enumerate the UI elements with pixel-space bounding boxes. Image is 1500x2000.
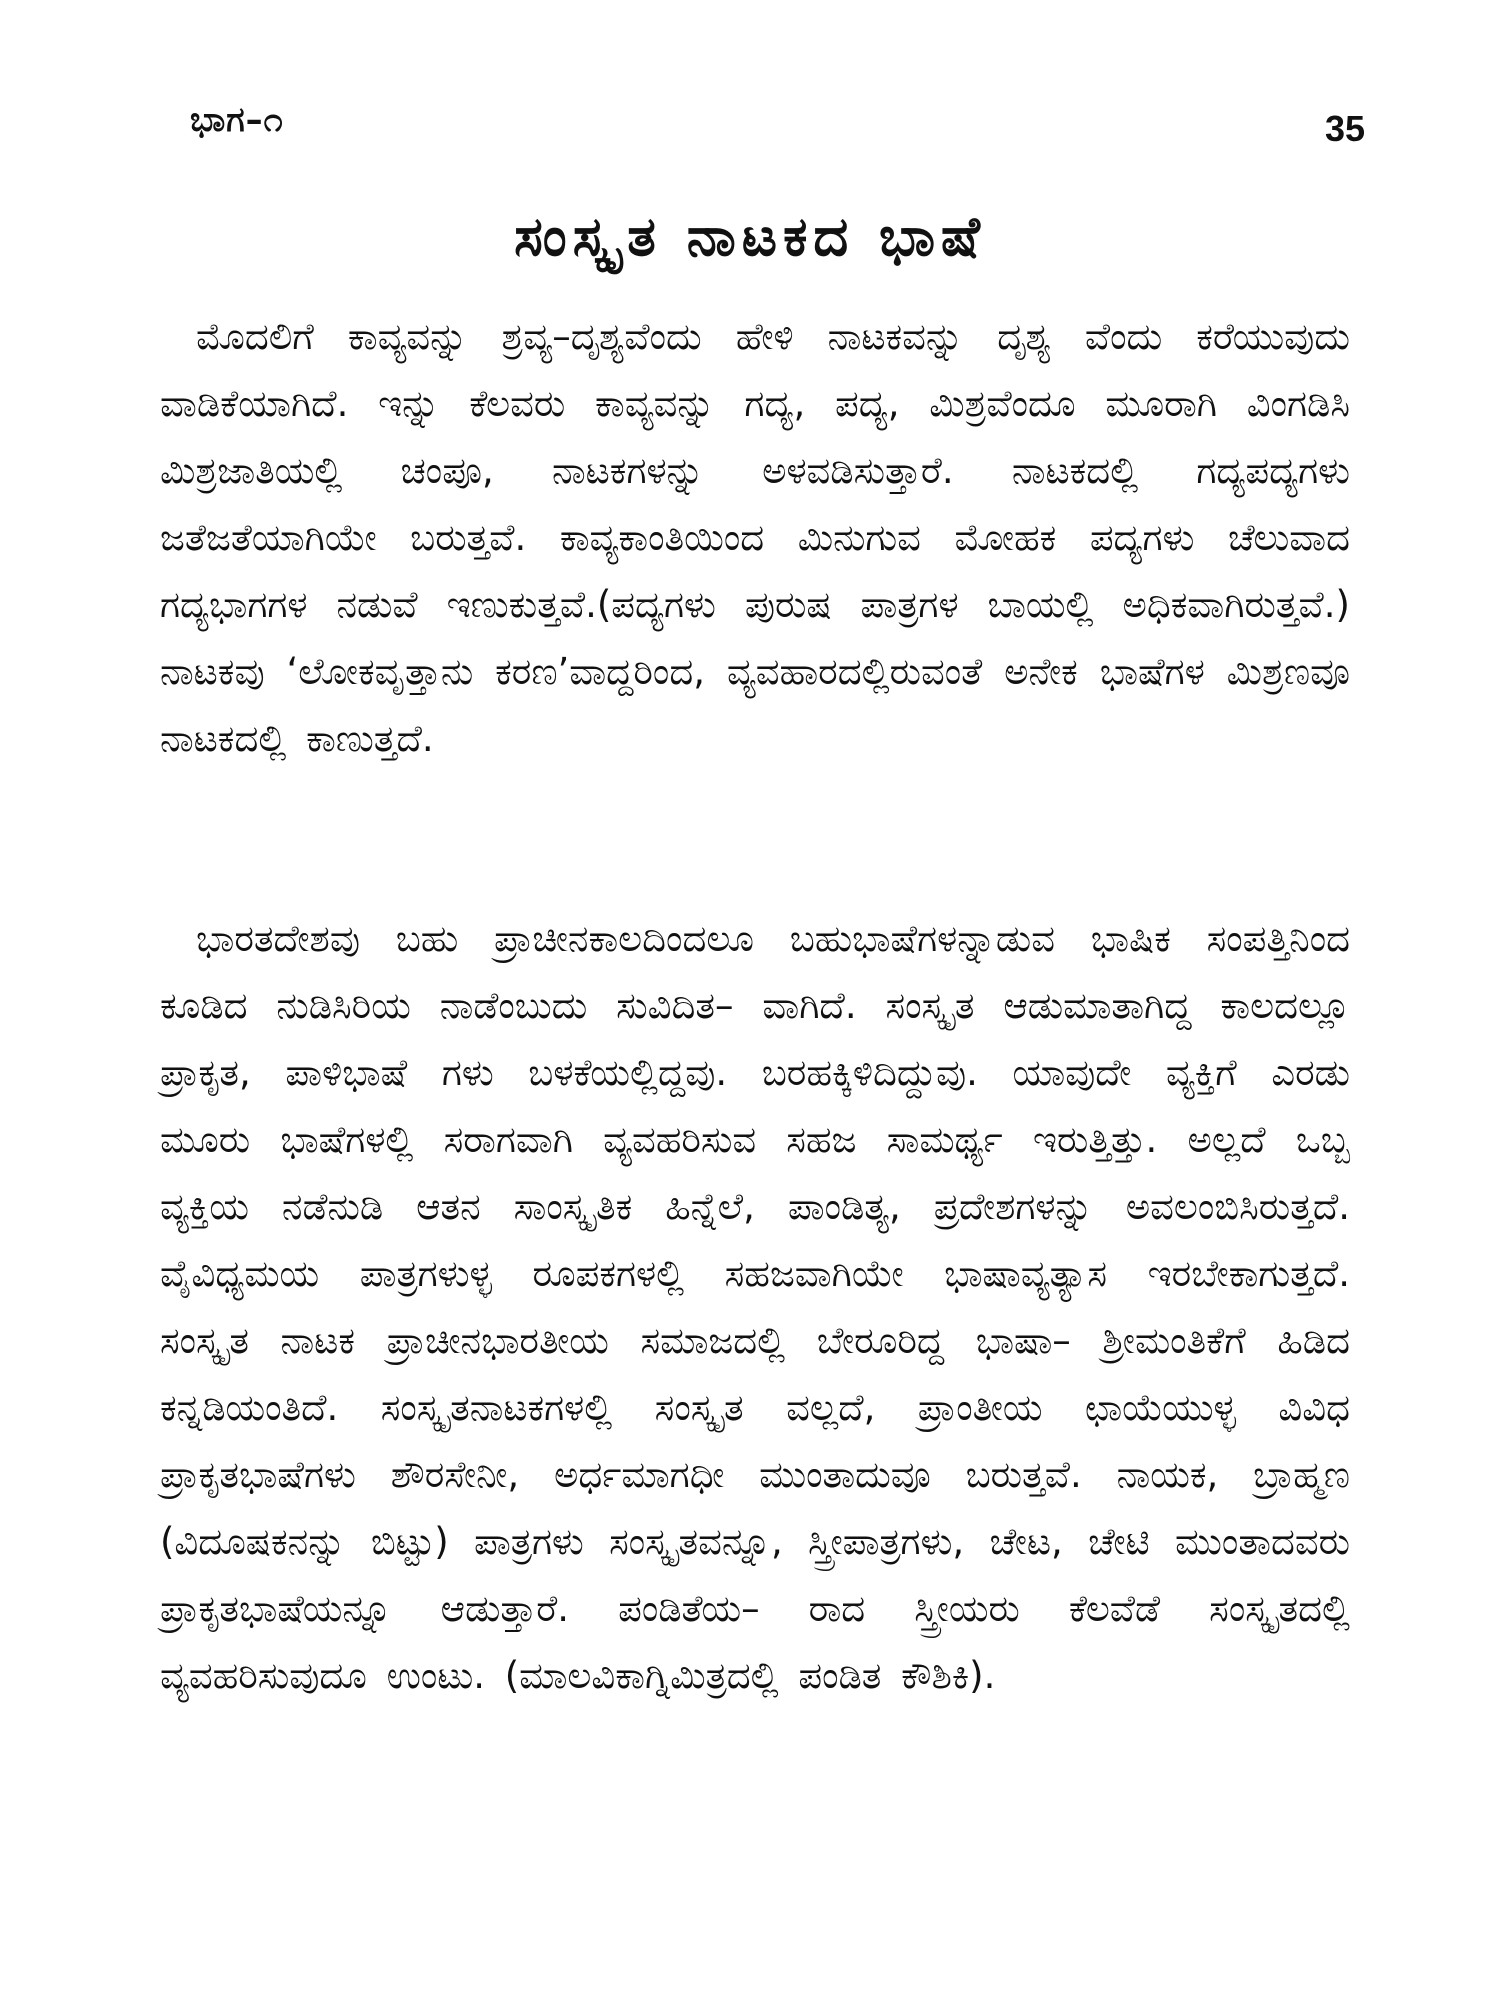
paragraph-2-text: ಭಾರತದೇಶವು ಬಹು ಪ್ರಾಚೀನಕಾಲದಿಂದಲೂ ಬಹುಭಾಷೆಗಳನ್ನಾಡುವ ಭಾಷಿಕ ಸಂಪತ್ತಿನಿಂದ ಕೂಡಿದ ನುಡಿಸಿರಿಯ ನಾಡೆಂಬುದು ಸುವಿದಿತ– ವಾಗಿದೆ. ಸಂಸ್ಕೃತ ಆಡುಮಾತಾಗಿದ್ದ ಕಾಲದಲ್ಲೂ ಪ್ರಾಕೃತ, ಪಾಳಿಭಾಷೆ ಗಳು ಬಳಕೆಯಲ್ಲಿದ್ದವು. ಬರಹಕ್ಕಿಳಿದಿದ್ದುವು. ಯಾವುದೇ ವ್ಯಕ್ತಿಗೆ ಎರಡು ಮೂರು ಭಾಷೆಗಳಲ್ಲಿ ಸರಾಗವಾಗಿ ವ್ಯವಹರಿಸುವ ಸಹಜ ಸಾಮರ್ಥ್ಯ ಇರುತ್ತಿತ್ತು. ಅಲ್ಲದೆ ಒಬ್ಬ ವ್ಯಕ್ತಿಯ ನಡೆನುಡಿ ಆತನ ಸಾಂಸ್ಕೃತಿಕ ಹಿನ್ನೆಲೆ, ಪಾಂಡಿತ್ಯ, ಪ್ರದೇಶಗಳನ್ನು ಅವಲಂಬಿಸಿರುತ್ತದೆ. ವೈವಿಧ್ಯಮಯ ಪಾತ್ರಗಳುಳ್ಳ ರೂಪಕಗಳಲ್ಲಿ ಸಹಜವಾಗಿಯೇ ಭಾಷಾವ್ಯತ್ಯಾಸ ಇರಬೇಕಾಗುತ್ತದೆ. ಸಂಸ್ಕೃತ ನಾಟಕ ಪ್ರಾಚೀನಭಾರತೀಯ ಸಮಾಜದಲ್ಲಿ ಬೇರೂರಿದ್ದ ಭಾಷಾ– ಶ್ರೀಮಂತಿಕೆಗೆ ಹಿಡಿದ ಕನ್ನಡಿಯಂತಿದೆ. ಸಂಸ್ಕೃತನಾಟಕಗಳಲ್ಲಿ ಸಂಸ್ಕೃತ ವಲ್ಲದೆ, ಪ್ರಾಂತೀಯ ಛಾಯೆಯುಳ್ಳ ವಿವಿಧ ಪ್ರಾಕೃತಭಾಷೆಗಳು ಶೌರಸೇನೀ, ಅರ್ಧಮಾಗಧೀ ಮುಂತಾದುವೂ ಬರುತ್ತವೆ. ನಾಯಕ, ಬ್ರಾಹ್ಮಣ (ವಿದೂಷಕನನ್ನು ಬಿಟ್ಟು) ಪಾತ್ರಗಳು ಸಂಸ್ಕೃತವನ್ನೂ, ಸ್ತ್ರೀಪಾತ್ರಗಳು, ಚೇಟ, ಚೇಟಿ ಮುಂತಾದವರು ಪ್ರಾಕೃತಭಾಷೆಯನ್ನೂ ಆಡುತ್ತಾರೆ. ಪಂಡಿತೆಯ– ರಾದ ಸ್ತ್ರೀಯರು ಕೆಲವೆಡೆ ಸಂಸ್ಕೃತದಲ್ಲಿ ವ್ಯವಹರಿಸುವುದೂ ಉಂಟು. (ಮಾಲವಿಕಾಗ್ನಿಮಿತ್ರದಲ್ಲಿ ಪಂಡಿತ ಕೌಶಿಕಿ). bbox=[160, 917, 1350, 1697]
page-number: 35 bbox=[1324, 108, 1365, 149]
paragraph-1-text: ಮೊದಲಿಗೆ ಕಾವ್ಯವನ್ನು ಶ್ರವ್ಯ–ದೃಶ್ಯವೆಂದು ಹೇಳಿ ನಾಟಕವನ್ನು ದೃಶ್ಯ ವೆಂದು ಕರೆಯುವುದು ವಾಡಿಕೆಯಾಗಿದೆ. ಇನ್ನು ಕೆಲವರು ಕಾವ್ಯವನ್ನು ಗದ್ಯ, ಪದ್ಯ, ಮಿಶ್ರವೆಂದೂ ಮೂರಾಗಿ ವಿಂಗಡಿಸಿ ಮಿಶ್ರಜಾತಿಯಲ್ಲಿ ಚಂಪೂ, ನಾಟಕಗಳನ್ನು ಅಳವಡಿಸುತ್ತಾರೆ. ನಾಟಕದಲ್ಲಿ ಗದ್ಯಪದ್ಯಗಳು ಜತೆಜತೆಯಾಗಿಯೇ ಬರುತ್ತವೆ. ಕಾವ್ಯಕಾಂತಿಯಿಂದ ಮಿನುಗುವ ಮೋಹಕ ಪದ್ಯಗಳು ಚೆಲುವಾದ ಗದ್ಯಭಾಗಗಳ ನಡುವೆ ಇಣುಕುತ್ತವೆ.(ಪದ್ಯಗಳು ಪುರುಷ ಪಾತ್ರಗಳ ಬಾಯಲ್ಲಿ ಅಧಿಕವಾಗಿರುತ್ತವೆ.) ನಾಟಕವು ‘ಲೋಕವೃತ್ತಾನು ಕರಣ’ವಾದ್ದರಿಂದ, ವ್ಯವಹಾರದಲ್ಲಿರುವಂತೆ ಅನೇಕ ಭಾಷೆಗಳ ಮಿಶ್ರಣವೂ ನಾಟಕದಲ್ಲಿ ಕಾಣುತ್ತದೆ. bbox=[160, 315, 1350, 760]
running-head: ಭಾಗ–೧ bbox=[190, 100, 284, 140]
page-title: ಸಂಸ್ಕೃತ ನಾಟಕದ ಭಾಷೆ bbox=[514, 205, 986, 268]
paragraph-1 bbox=[160, 303, 1350, 772]
paragraph-2 bbox=[160, 905, 1350, 1709]
